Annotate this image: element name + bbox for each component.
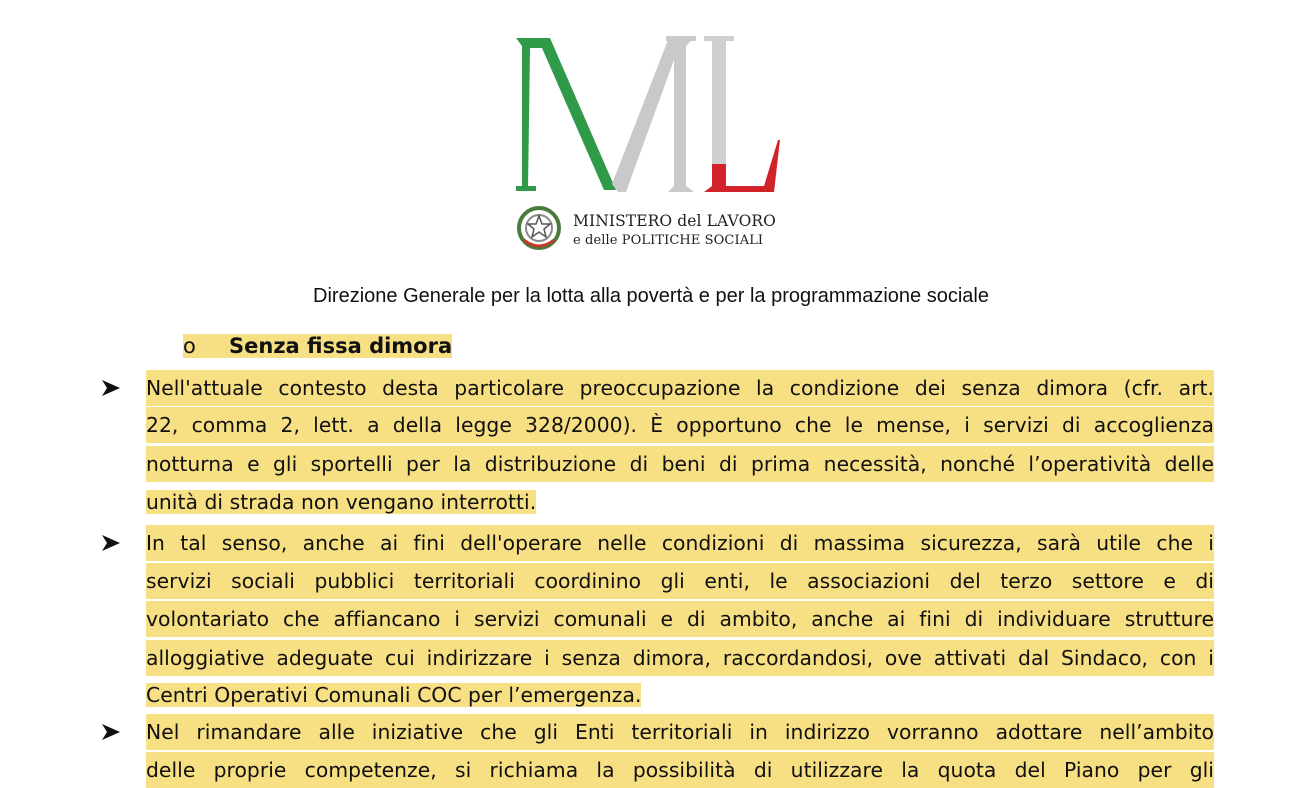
arrow-bullet-icon (102, 714, 128, 750)
paragraph-2-line-3: volontariato che affiancano i servizi comunali e di ambito, anche ai fini di individuare strutture (146, 601, 1214, 637)
arrow-bullet-icon (102, 525, 128, 561)
logo-m-green (516, 38, 616, 190)
logo-m-grey (612, 40, 694, 192)
arrow-bullet-icon (102, 370, 128, 406)
paragraph-1-line-2: 22, comma 2, lett. a della legge 328/2000). È opportuno che le mense, i servizi di accoglienza (146, 407, 1214, 443)
paragraph-2-line-1: In tal senso, anche ai fini dell'operare nelle condizioni di massima sicurezza, sarà utile che i (146, 525, 1214, 561)
paragraph-1-line-1: Nell'attuale contesto desta particolare preoccupazione la condizione dei senza dimora (cfr. art. (146, 370, 1214, 406)
ministry-logo (516, 36, 786, 196)
section-heading (183, 334, 452, 358)
republic-emblem-icon (516, 204, 562, 252)
paragraph-2-line-5: Centri Operativi Comunali COC per l’emergenza. (146, 683, 642, 707)
logo-l-grey (712, 40, 726, 164)
ministry-name-line-2: e delle POLITICHE SOCIALI (573, 233, 764, 248)
directorate-heading: Direzione Generale per la lotta alla povertà e per la programmazione sociale (313, 285, 989, 307)
paragraph-3-line-2: delle proprie competenze, si richiama la possibilità di utilizzare la quota del Piano per gli (146, 752, 1214, 788)
paragraph-1-line-4: unità di strada non vengano interrotti. (146, 490, 537, 514)
section-heading-highlight (183, 334, 452, 358)
ministry-name-line-1: MINISTERO del LAVORO (573, 212, 776, 230)
paragraph-2-line-4: alloggiative adeguate cui indirizzare i senza dimora, raccordandosi, ove attivati dal Sindaco, con i (146, 640, 1214, 676)
paragraph-3-line-1: Nel rimandare alle iniziative che gli Enti territoriali in indirizzo vorranno adottare nell’ambito (146, 714, 1214, 750)
section-title: Senza fissa dimora (229, 334, 453, 358)
bullet-circle-icon: o (183, 334, 196, 358)
paragraph-2-line-2: servizi sociali pubblici territoriali coordinino gli enti, le associazioni del terzo settore e di (146, 563, 1214, 599)
ministry-emblem-row (516, 204, 806, 254)
paragraph-1-line-3: notturna e gli sportelli per la distribuzione di beni di prima necessità, nonché l’operatività delle (146, 446, 1214, 482)
